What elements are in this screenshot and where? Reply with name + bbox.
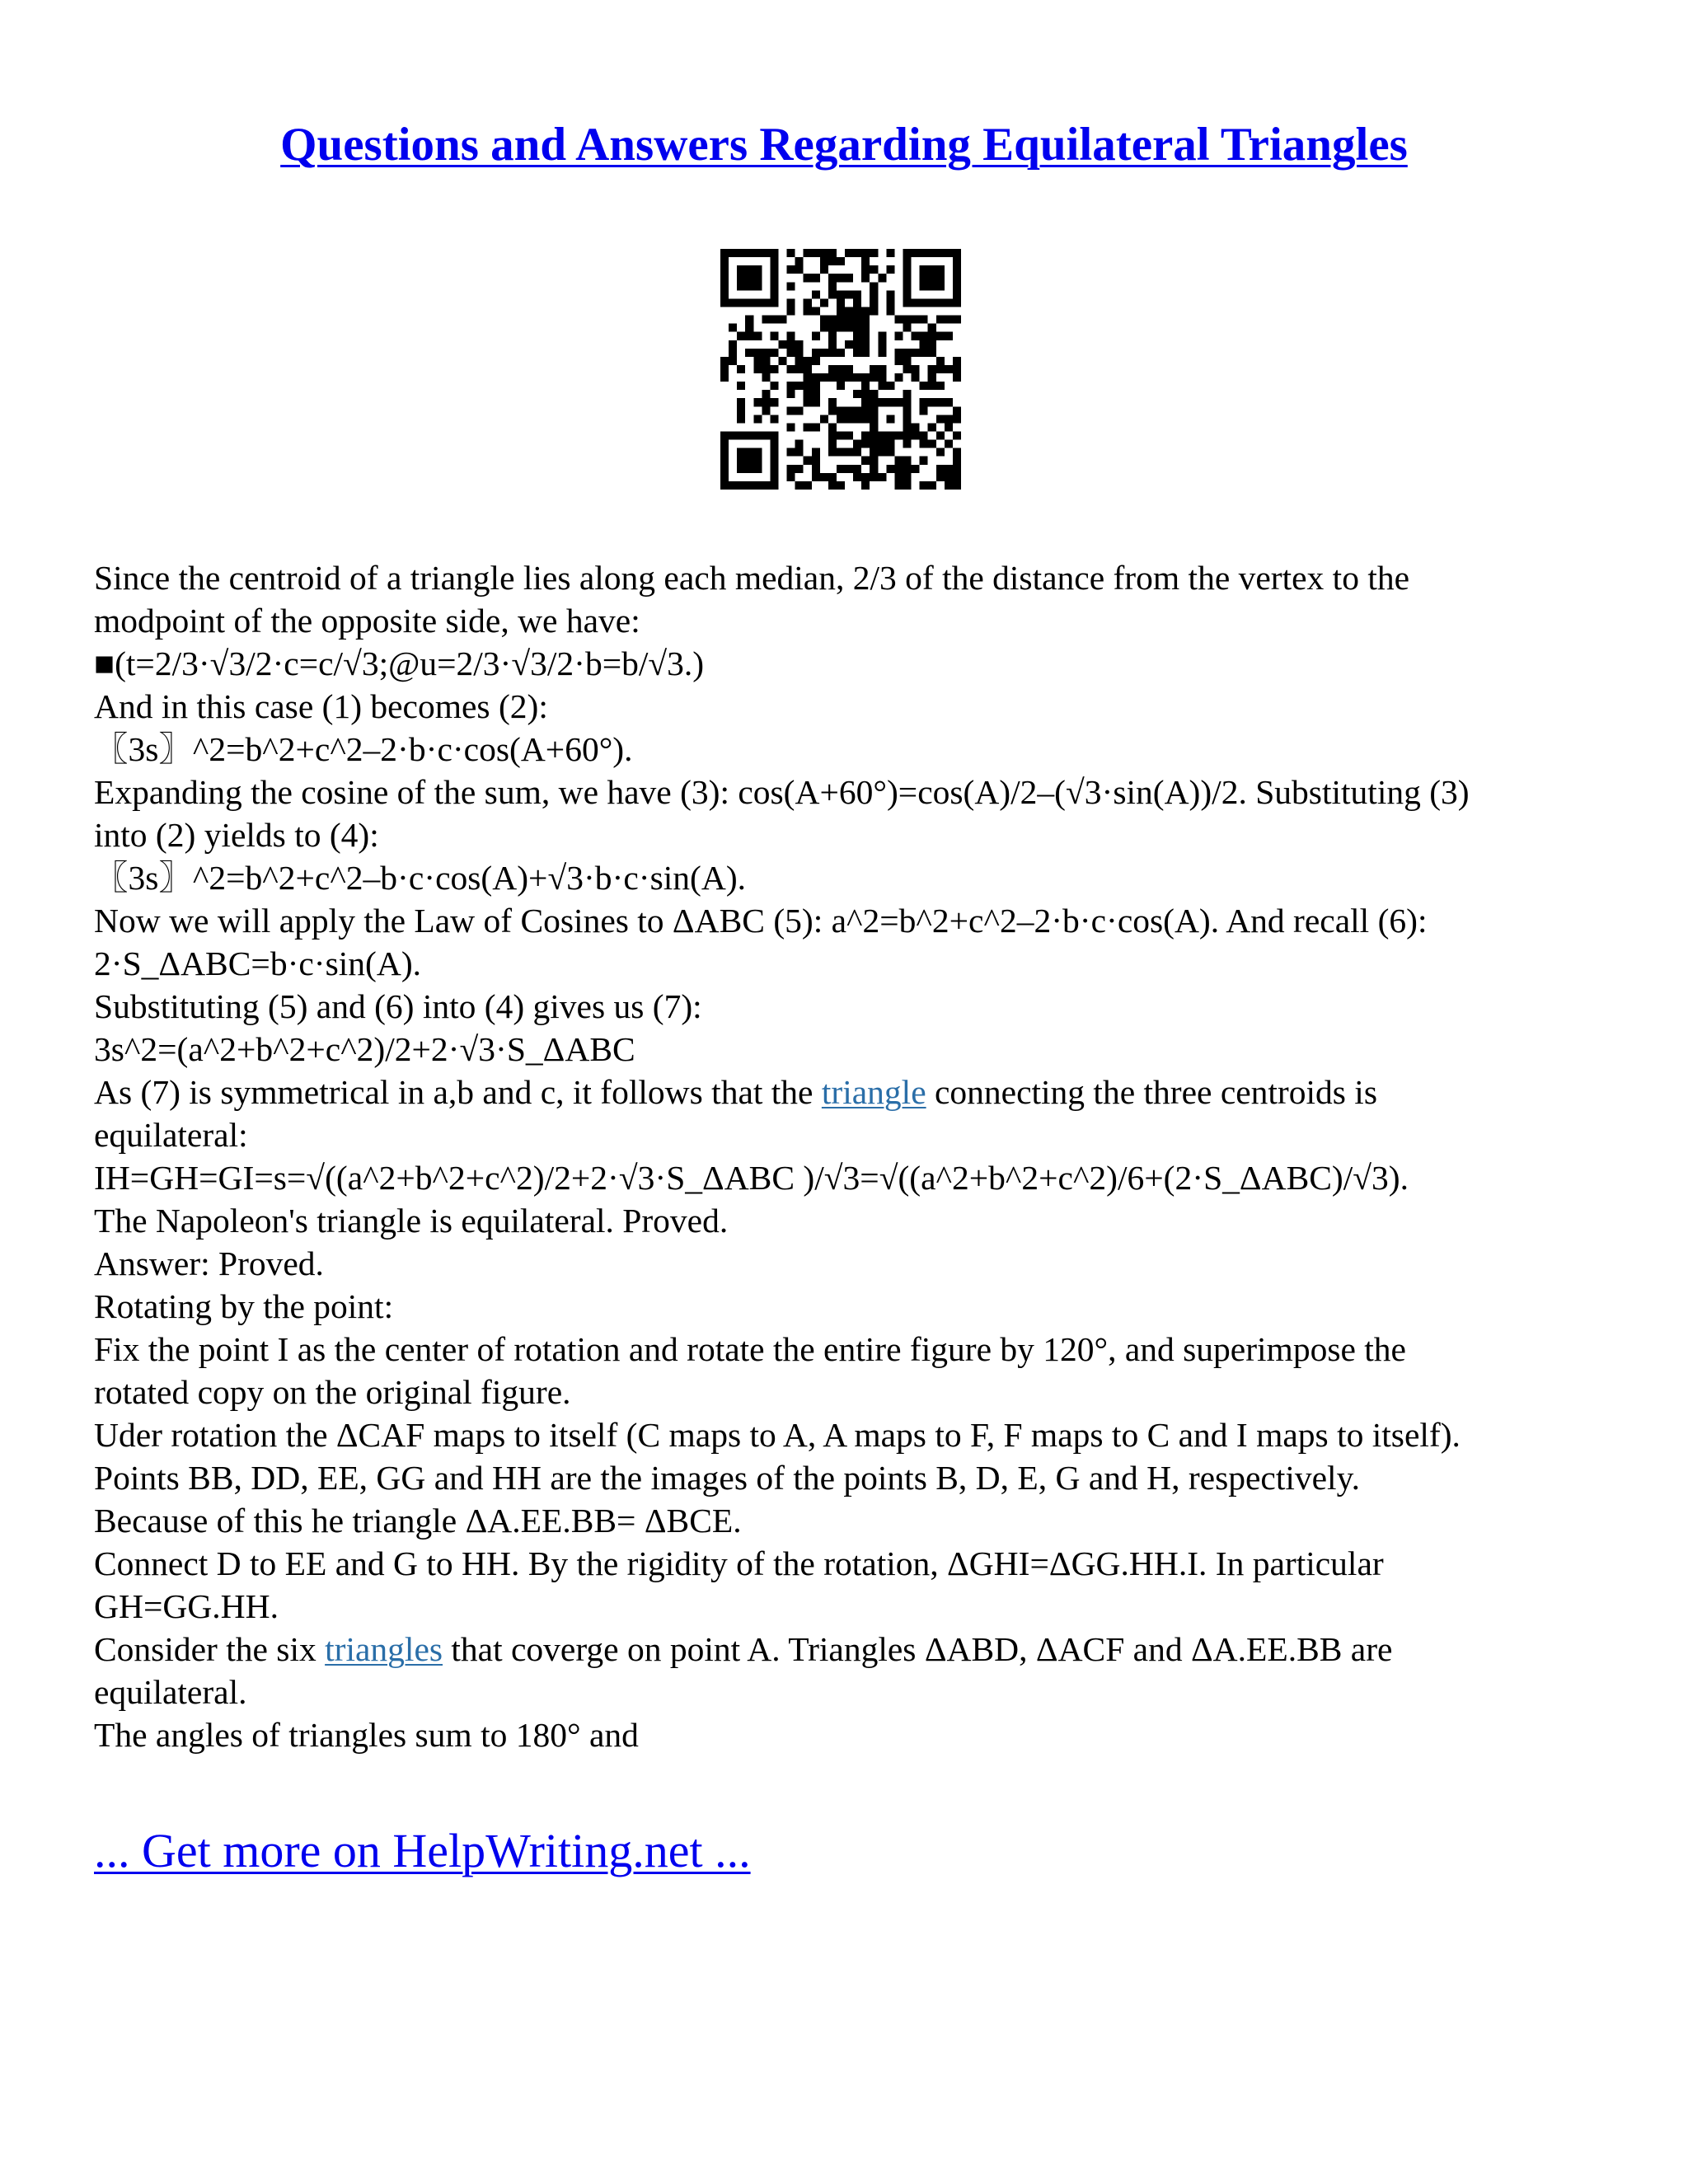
more-link-container [94,1821,751,1881]
text-line: Because of this he triangle ΔA.EE.BB= ΔBCE. [94,1502,742,1540]
text-line: IH=GH=GI=s=√((a^2+b^2+c^2)/2+2·√3·S_ΔABC )/√3=√((a^2+b^2+c^2)/6+(2·S_ΔABC)/√3). [94,1159,1409,1197]
text-line: equilateral. [94,1673,247,1711]
text-line: 〖3s〗^2=b^2+c^2–2·b·c·cos(A+60°). [94,730,633,768]
body-text [94,556,1602,1756]
text-line: equilateral: [94,1116,248,1154]
text-line: 3s^2=(a^2+b^2+c^2)/2+2·√3·S_ΔABC [94,1030,635,1068]
text-line: GH=GG.HH. [94,1587,279,1625]
text-line: ■(t=2/3·√3/2·c=c/√3;@u=2/3·√3/2·b=b/√3.) [94,644,705,682]
text-line-with-link [94,1071,1602,1113]
page-title [0,115,1688,175]
text-line: modpoint of the opposite side, we have: [94,602,640,640]
text-fragment: As (7) is symmetrical in a,b and c, it follows that the [94,1073,822,1111]
text-line: Uder rotation the ΔCAF maps to itself (C maps to A, A maps to F, F maps to C and I maps to itself). [94,1416,1461,1454]
text-line: Substituting (5) and (6) into (4) gives us (7): [94,987,702,1025]
text-line: The angles of triangles sum to 180° and [94,1716,639,1754]
triangles-link[interactable]: triangles [325,1630,443,1668]
text-line: Points BB, DD, EE, GG and HH are the images of the points B, D, E, G and H, respectively. [94,1459,1361,1497]
get-more-link[interactable]: ... Get more on HelpWriting.net ... [94,1824,751,1877]
text-line: 2·S_ΔABC=b·c·sin(A). [94,944,422,982]
title-link[interactable]: Questions and Answers Regarding Equilateral Triangles [280,119,1408,171]
text-line-with-link [94,1628,1602,1671]
text-line: Since the centroid of a triangle lies along each median, 2/3 of the distance from the vertex to the [94,559,1410,597]
text-line: Expanding the cosine of the sum, we have (3): cos(A+60°)=cos(A)/2–(√3·sin(A))/2. Substituting (3) [94,773,1470,811]
text-line: Now we will apply the Law of Cosines to ΔABC (5): a^2=b^2+c^2–2·b·c·cos(A). And recall (6): [94,902,1428,940]
qr-code-icon [720,249,961,490]
text-line: And in this case (1) becomes (2): [94,687,548,725]
text-fragment: Consider the six [94,1630,326,1668]
text-fragment: that coverge on point A. Triangles ΔABD, ΔACF and ΔA.EE.BB are [443,1630,1393,1668]
text-line: into (2) yields to (4): [94,816,379,854]
text-line: rotated copy on the original figure. [94,1373,571,1411]
text-line: Answer: Proved. [94,1244,324,1282]
text-line: Rotating by the point: [94,1287,394,1325]
triangle-link[interactable]: triangle [821,1073,926,1111]
text-line: Fix the point I as the center of rotation and rotate the entire figure by 120°, and superimpose the [94,1330,1406,1368]
text-line: 〖3s〗^2=b^2+c^2–b·c·cos(A)+√3·b·c·sin(A). [94,859,747,897]
text-fragment: connecting the three centroids is [926,1073,1377,1111]
text-line: The Napoleon's triangle is equilateral. Proved. [94,1202,729,1240]
text-line: Connect D to EE and G to HH. By the rigidity of the rotation, ΔGHI=ΔGG.HH.I. In particular [94,1544,1384,1582]
